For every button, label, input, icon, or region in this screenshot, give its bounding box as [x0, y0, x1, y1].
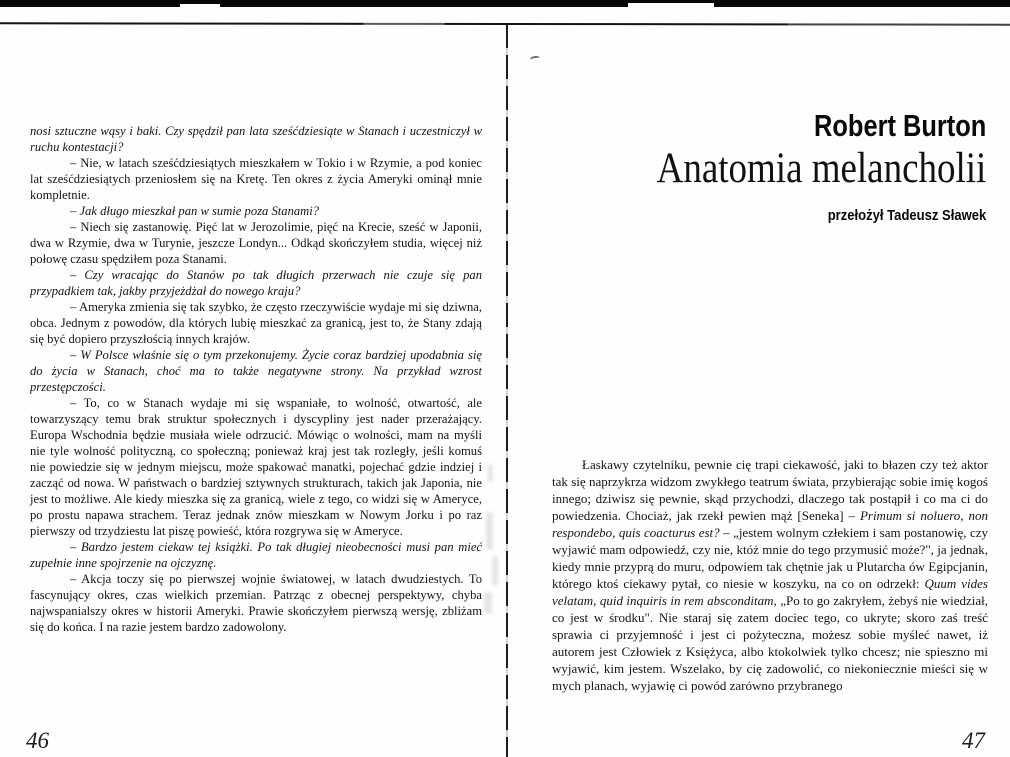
scan-top-rule [0, 22, 1010, 25]
page-gutter-crease [506, 24, 508, 757]
text-segment: Łaskawy czytelniku, pewnie cię trapi ciekawość, jaki to błazen czy też aktor tak się naprzykrza widzom zwykłego teatrum świata, przybierając sobie imię kogoś innego; dziwisz się pewnie, skąd przychodzi, dlaczego tak postąpił i co ma ci do powiedzenia. Chociaż, jak rzekł pewien mąż [Seneka] – [552, 457, 988, 523]
paragraph [30, 267, 482, 299]
left-page-text [30, 123, 482, 635]
paragraph [30, 347, 482, 395]
paragraph [30, 203, 482, 219]
paragraph [30, 395, 482, 539]
scan-smudge [486, 512, 493, 550]
text-segment: – Nie, w latach sześćdziesiątych mieszkałem w Tokio i w Rzymie, a pod koniec lat sześćdziesiątych przeniosłem się na Kretę. Ten okres z życia Ameryki ominął mnie kompletnie. [30, 156, 482, 202]
text-segment-italic: Primum si noluero, non respondebo, quis coacturus est? [552, 508, 988, 540]
text-segment: , „Po to go zakryłem, żebyś nie wiedział, co jest w środku". Nie staraj się zatem dociec tego, co ukryte; skoro zaś treść sprawia ci przyjemność i jest ci pożyteczna, możesz sobie myśleć nawet, iż autorem jest Człowiek z Księżyca, albo ktokolwiek tylko chcesz; nie spieszno mi wyjawić, kim jestem. Wszelako, by cię zadowolić, co niekoniecznie mieści się w mych planach, wyjawię ci powód zarówno przybranego [552, 593, 988, 693]
scan-top-black-bar [0, 0, 1010, 7]
text-segment-italic: Quum vides velatam, quid inquiris in rem absconditam [552, 576, 988, 608]
text-segment: – Niech się zastanowię. Pięć lat w Jerozolimie, pięć na Krecie, sześć w Japonii, dwa w Rzymie, dwa w Turynie, jeszcze Londyn... Odkąd skończyłem studia, więcej niż połowę czasu spędziłem poza Stanami. [30, 220, 482, 266]
text-segment: – To, co w Stanach wydaje mi się wspaniałe, to wolność, otwartość, ale towarzyszący temu brak struktur społecznych i dyscypliny jest nader przerażający. Europa Wschodnia będzie musiała wiele odrzucić. Mówiąc o wolności, mam na myśli nie tyle wolność polityczną, co społeczną; ponieważ kraj jest tak rozległy, jeśli komuś nie powiedzie się w jednym miejscu, może spakować manatki, pojechać gdzie indziej i zacząć od nowa. W państwach o bardziej sztywnych strukturach, takich jak Japonia, nie jest to możliwe. Ale kiedy mieszka się za granicą, wiele z tego, co widzi się w Ameryce, po prostu napawa strachem. Teraz jednak znów mieszkam w Nowym Jorku i po raz pierwszy od trzydziestu lat piszę powieść, która rozgrywa się w Ameryce. [30, 396, 482, 538]
author-name: Robert Burton [813, 108, 986, 143]
paragraph [30, 299, 482, 347]
paragraph [30, 155, 482, 203]
scan-bar-notch [628, 3, 714, 7]
book-title: Anatomia melancholii [656, 145, 986, 192]
text-segment: – Akcja toczy się po pierwszej wojnie światowej, w latach dwudziestych. To fascynujący okres, czas wielkich przemian. Patrząc z obecnej perspektywy, chyba najwspanialszy okres w historii Ameryki. Prawie skończyłem pierwszą wersję, zbliżam się do końca. I na razie jestem bardzo zadowolony. [30, 572, 482, 634]
scan-speck [530, 55, 541, 63]
left-page-number: 46 [26, 728, 49, 753]
text-segment-italic: – Jak długo mieszkał pan w sumie poza Stanami? [70, 204, 320, 218]
scan-smudge [488, 464, 493, 482]
paragraph [30, 219, 482, 267]
text-segment-italic: – W Polsce właśnie się o tym przekonujemy. Życie coraz bardziej upodabnia się do życia w Stanach, choć ma to także negatywne strony. Na przykład wzrost przestępczości. [30, 348, 482, 394]
right-page-text [552, 456, 988, 694]
paragraph [30, 123, 482, 155]
paragraph [30, 571, 482, 635]
translator-credit: przełożył Tadeusz Sławek [827, 208, 986, 224]
text-segment: – Ameryka zmienia się tak szybko, że często rzeczywiście wydaje mi się dziwna, obca. Jednym z powodów, dla których lubię mieszkać za granicą, jest to, że Stany zdają się być dopiero przyszłością innych krajów. [30, 300, 482, 346]
scan-smudge [484, 592, 492, 614]
scan-smudge [492, 556, 498, 586]
paragraph [552, 456, 988, 694]
right-page-number: 47 [962, 728, 985, 753]
text-segment-italic: – Czy wracając do Stanów po tak długich przerwach nie czuje się pan przypadkiem tak, jakby przyjeżdżał do nowego kraju? [30, 268, 482, 298]
text-segment: – „jestem wolnym człekiem i sam postanowię, czy wyjawić mam odpowiedź, czy nie, któż mnie do tego przymusić może?", ja jednak, kiedy mnie przyprą do muru, odpowiem tak chętnie jak u Plutarcha ów Egipcjanin, którego ktoś ciekawy pytał, co niesie w koszyku, na co on odrzekł: [552, 525, 988, 591]
scan-bar-notch [180, 4, 220, 7]
paragraph [30, 539, 482, 571]
chapter-title-block [603, 110, 986, 224]
text-segment-italic: – Bardzo jestem ciekaw tej książki. Po tak długiej nieobecności musi pan mieć zupełnie inne spojrzenie na ojczyznę. [30, 540, 482, 570]
text-segment-italic: nosi sztuczne wąsy i baki. Czy spędził pan lata sześćdziesiąte w Stanach i uczestniczył w ruchu kontestacji? [30, 124, 482, 154]
